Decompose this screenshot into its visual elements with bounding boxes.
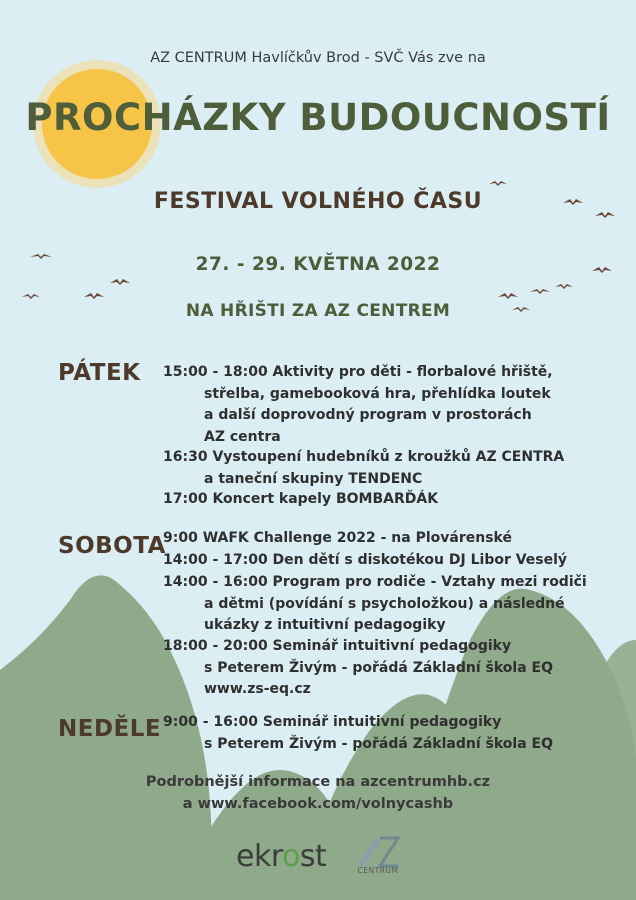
festival-place: NA HŘIŠTI ZA AZ CENTREM [185, 301, 451, 321]
event-line: a dětmi (povídání s psycholožkou) a následné [204, 595, 565, 612]
day-heading-saturday: SOBOTA [58, 533, 166, 559]
intro-text: AZ CENTRUM Havlíčkův Brod - SVČ Vás zve na [150, 50, 486, 66]
friday-event-1 [163, 362, 553, 448]
page-title: PROCHÁZKY BUDOUCNOSTÍ [25, 96, 611, 139]
sunday-event-1 [163, 712, 553, 755]
ekrost-logo-part: st [299, 839, 327, 874]
saturday-event-3 [163, 572, 587, 637]
event-line: AZ centra [204, 428, 281, 445]
event-line: 16:30 Vystoupení hudebníků z kroužků AZ CENTRA [163, 449, 565, 465]
friday-event-3 [163, 489, 438, 511]
event-line: 17:00 Koncert kapely BOMBARĎÁK [163, 491, 439, 507]
day-heading-friday: PÁTEK [58, 360, 141, 386]
ekrost-logo [236, 839, 326, 874]
event-line: 15:00 - 18:00 Aktivity pro děti - florbalové hřiště, [163, 364, 553, 380]
ekrost-logo-part: ekr [236, 839, 283, 874]
saturday-event-4 [163, 636, 553, 701]
event-line: ukázky z intuitivní pedagogiky [204, 617, 446, 633]
event-line: 14:00 - 16:00 Program pro rodiče - Vztahy mezi rodiči [163, 574, 587, 590]
event-line: s Peterem Živým - pořádá Základní škola EQ [204, 659, 553, 676]
saturday-event-1 [163, 528, 512, 550]
friday-event-2 [163, 447, 564, 490]
event-line: 14:00 - 17:00 Den dětí s diskotékou DJ Libor Veselý [163, 552, 568, 568]
saturday-event-2 [163, 550, 567, 572]
festival-dates: 27. - 29. KVĚTNA 2022 [195, 254, 441, 275]
event-line: 9:00 - 16:00 Seminář intuitivní pedagogiky [163, 714, 502, 730]
day-heading-sunday: NEDĚLE [58, 716, 162, 742]
event-line: www.zs-eq.cz [204, 681, 311, 697]
ekrost-logo-o: o [282, 839, 300, 874]
event-line: a taneční skupiny TENDENC [204, 470, 423, 487]
az-centrum-label: CENTRUM [357, 866, 399, 875]
event-line: s Peterem Živým - pořádá Základní škola EQ [204, 735, 553, 752]
event-line: 9:00 WAFK Challenge 2022 - na Plovárenské [163, 530, 512, 546]
footer-info [0, 771, 636, 815]
event-line: 18:00 - 20:00 Seminář intuitivní pedagogiky [163, 638, 512, 654]
event-line: střelba, gamebooková hra, přehlídka loutek [204, 385, 551, 402]
az-centrum-logo [350, 832, 406, 884]
footer-line-1: Podrobnější informace na azcentrumhb.cz [145, 774, 491, 790]
event-line: a další doprovodný program v prostorách [204, 407, 532, 423]
festival-subtitle: FESTIVAL VOLNÉHO ČASU [153, 189, 483, 214]
footer-line-2: a www.facebook.com/volnycashb [182, 796, 454, 812]
